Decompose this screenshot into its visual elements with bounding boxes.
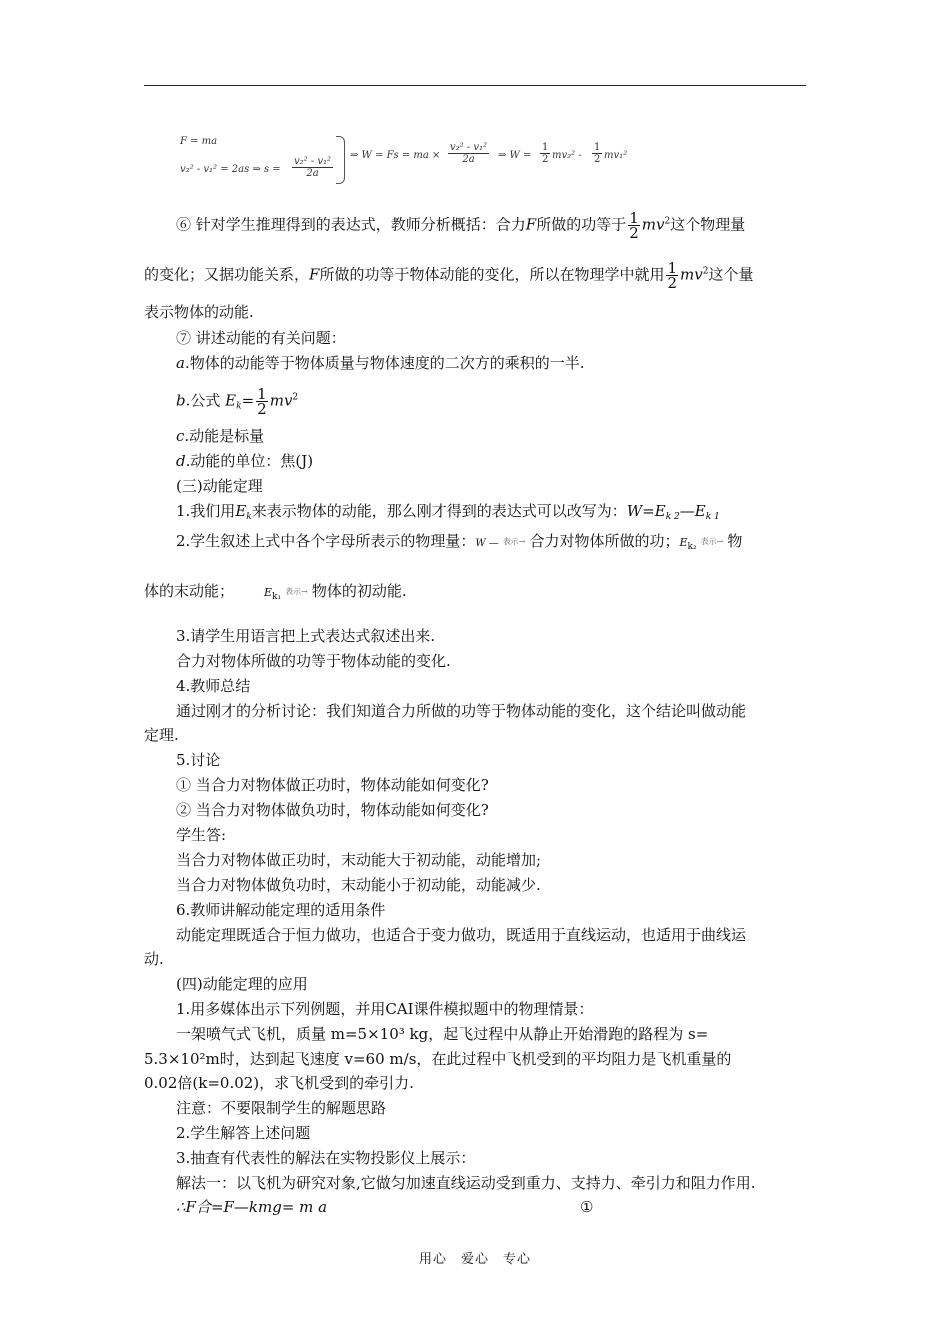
formula-mv1: mv₁² — [604, 150, 628, 161]
theorem-5d: 当合力对物体做正功时，末动能大于初动能，动能增加; — [176, 851, 542, 869]
page-footer: 用心 爱心 专心 — [418, 1252, 531, 1267]
app-3b: 解法一：以飞机为研究对象,它做匀加速直线运动受到重力、支持力、牵引力和阻力作用. — [176, 1174, 756, 1192]
item-c: c.动能是标量 — [176, 427, 265, 445]
formula-brace — [336, 136, 345, 184]
formula-half-2: 1 2 — [594, 142, 601, 165]
item-7: ⑦ 讲述动能的有关问题： — [176, 329, 346, 347]
app-1c: 5.3×10²m时，达到起飞速度 v=60 m/s，在此过程中飞机受到的平均阻力是飞机重量的 — [144, 1050, 732, 1068]
app-1e: 注意：不要限制学生的解题思路 — [176, 1099, 387, 1117]
app-1: 1.用多媒体出示下列例题，并用CAI课件模拟题中的物理情景： — [176, 1000, 594, 1018]
theorem-5a: ① 当合力对物体做正功时，物体动能如何变化? — [176, 776, 489, 794]
theorem-4c: 定理. — [144, 726, 179, 744]
theorem-4b: 通过刚才的分析讨论：我们知道合力所做的功等于物体动能的变化，这个结论叫做动能 — [176, 702, 747, 720]
theorem-6b: 动能定理既适合于恒力做功，也适合于变力做功，既适用于直线运动，也适用于曲线运 — [176, 926, 747, 944]
theorem-5c: 学生答: — [176, 826, 227, 844]
theorem-5: 5.讨论 — [176, 751, 221, 769]
item-d: d.动能的单位：焦(J) — [176, 452, 314, 470]
app-3c: ∴F合=F—kmg= m a — [176, 1198, 328, 1216]
formula-frac-1: v₂² - v₁² 2a — [294, 156, 332, 179]
section-4-title: (四)动能定理的应用 — [176, 975, 308, 993]
section-3-title: (三)动能定理 — [176, 477, 263, 495]
theorem-4: 4.教师总结 — [176, 677, 251, 695]
header-rule — [144, 85, 806, 86]
para-6-line-2: 的变化；又据功能关系，F所做的功等于物体动能的变化，所以在物理学中就用 $\frac{1}{2}$ $mv^2$这个量 — [144, 259, 754, 292]
theorem-3b: 合力对物体所做的功等于物体动能的变化. — [176, 652, 451, 670]
item-a: a.物体的动能等于物体质量与物体速度的二次方的乘积的一半. — [176, 354, 585, 372]
theorem-3: 3.请学生用语言把上式表达式叙述出来. — [176, 627, 436, 645]
theorem-5b: ② 当合力对物体做负功时，物体动能如何变化? — [176, 801, 489, 819]
app-3: 3.抽查有代表性的解法在实物投影仪上展示： — [176, 1149, 476, 1167]
formula-line-3: ⇒ W = Fs = ma × — [350, 150, 441, 161]
equation-number-1: ① — [580, 1198, 594, 1216]
app-1b: 一架喷气式飞机，质量 m=5×10³ kg，起飞过程中从静止开始滑跑的路程为 s= — [176, 1025, 709, 1043]
theorem-2-cont: 体的末动能； $E_{k_1}$表示→ 物体的初动能. — [144, 582, 407, 602]
theorem-1: 1.我们用$E_k$来表示物体的动能，那么刚才得到的表达式可以改写为：$W=E_{k 2}—E_{k 1}$ — [176, 502, 720, 522]
formula-half-1: 1 2 — [542, 142, 549, 165]
formula-line-4: ⇒ W = — [498, 150, 532, 161]
formula-line-2: v₂² - v₁² = 2as ⇒ s = — [180, 164, 281, 175]
app-2: 2.学生解答上述问题 — [176, 1124, 311, 1142]
formula-mv2-full: mv₂² - — [552, 150, 582, 161]
derivation-formula — [178, 134, 638, 190]
formula-line-1: F = ma — [180, 136, 218, 147]
theorem-2: 2.学生叙述上式中各个字母所表示的物理量：W — 表示→ 合力对物体所做的功；$E_{k_2}$表示→ 物 — [176, 532, 743, 552]
para-6-line-3: 表示物体的动能. — [144, 303, 254, 321]
theorem-5e: 当合力对物体做负功时，末动能小于初动能，动能减少. — [176, 876, 541, 894]
formula-frac-2: v₂² - v₁² 2a — [450, 142, 488, 165]
app-1d: 0.02倍(k=0.02)，求飞机受到的牵引力. — [144, 1074, 414, 1092]
para-6-line-1: ⑥ 针对学生推理得到的表达式，教师分析概括：合力F所做的功等于 $\frac{1}{2}$ $mv^2$这个物理量 — [176, 209, 746, 242]
item-b: b.公式 $E_k=$ $\frac{1}{2}$ $mv^2$ — [176, 385, 299, 418]
theorem-6: 6.教师讲解动能定理的适用条件 — [176, 901, 386, 919]
theorem-6c: 动. — [144, 950, 164, 968]
